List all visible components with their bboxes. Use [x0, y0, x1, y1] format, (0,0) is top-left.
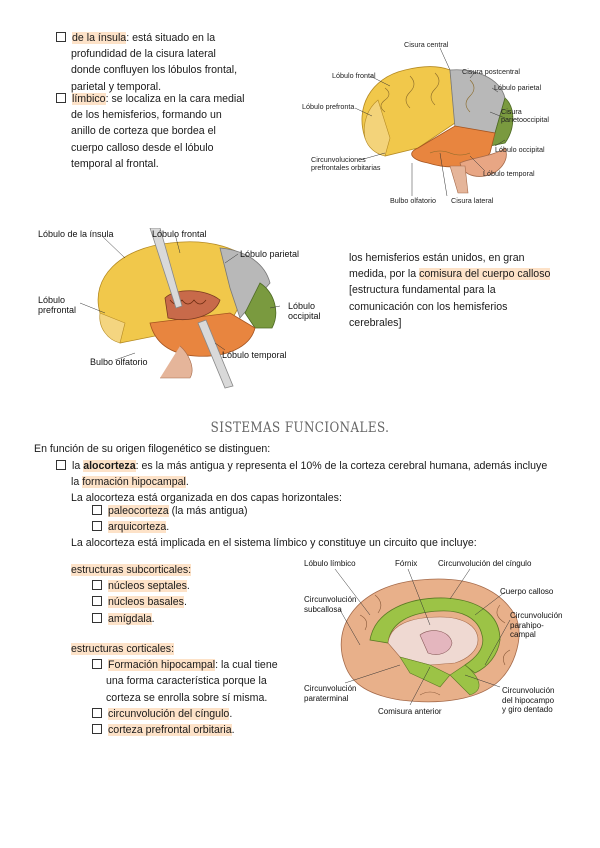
- text: la: [71, 476, 83, 489]
- comisura-term: comisura del cuerpo calloso: [419, 268, 551, 281]
- note-line: [estructura fundamental para la: [349, 284, 496, 297]
- intro-line: En función de su origen filogenético se distinguen:: [34, 443, 271, 455]
- insula-line: donde confluyen los lóbulos frontal,: [71, 64, 238, 77]
- limbico-item: [56, 91, 296, 172]
- checkbox[interactable]: [56, 93, 66, 103]
- text: .: [185, 476, 189, 489]
- note-line: medida, por la: [349, 268, 420, 281]
- alocorteza-item: [56, 458, 596, 507]
- label-circunvolucion-parahipocampal: Circunvolución parahipo- campal: [510, 611, 563, 639]
- limbico-line: temporal al frontal.: [71, 157, 159, 170]
- insula-line: parietal y temporal.: [71, 80, 162, 93]
- subcortical-item: amígdala: [108, 612, 152, 625]
- label-lobulo-insula: Lóbulo de la ínsula: [38, 229, 114, 239]
- limbico-line: : se localiza en la cara medial: [105, 93, 245, 105]
- insula-line: profundidad de la cisura lateral: [71, 48, 216, 61]
- label-lobulo-parietal-2: Lóbulo parietal: [240, 249, 300, 259]
- checkbox[interactable]: [92, 521, 102, 531]
- label-lobulo-temporal-2: Lóbulo temporal: [222, 350, 287, 360]
- label-comisura-anterior: Comisura anterior: [378, 707, 442, 716]
- text: .: [166, 521, 170, 534]
- section-title: SISTEMAS FUNCIONALES.: [210, 420, 390, 436]
- note-line: comunicación con los hemisferios: [349, 300, 508, 313]
- text: (la más antigua): [168, 505, 248, 517]
- label-circunvolucion-subcallosa: Circunvolución subcallosa: [304, 595, 357, 614]
- note-line: cerebrales]: [349, 316, 402, 329]
- corticales-block: estructuras corticales: Formación hipocampal: la cual tiene una forma característica porque la corteza se enrolla sobre sí misma. circunvolución del cíngulo. corteza prefrontal orbitaria.: [71, 643, 278, 737]
- paleocorteza-term: paleocorteza: [108, 505, 169, 517]
- formacion-hipocampal-term: formación hipocampal: [82, 476, 186, 489]
- subcorticales-block: estructuras subcorticales: núcleos septales. núcleos basales. amígdala.: [71, 564, 192, 625]
- checkbox[interactable]: [92, 708, 102, 718]
- checkbox[interactable]: [92, 659, 102, 669]
- subcortical-item: núcleos basales: [108, 596, 184, 609]
- checkbox[interactable]: [92, 724, 102, 734]
- label-bulbo-olfatorio-2: Bulbo olfatorio: [90, 357, 148, 367]
- insula-term: de la ínsula: [72, 32, 127, 44]
- label-cisura-central: Cisura central: [404, 40, 449, 49]
- label-bulbo-olfatorio: Bulbo olfatorio: [390, 196, 436, 205]
- subcorticales-title: estructuras subcorticales:: [71, 564, 192, 576]
- label-circunvolucion-cingulo: Circunvolución del cíngulo: [438, 559, 532, 568]
- hemispheres-note: [349, 250, 589, 331]
- text: : la cual tiene: [215, 659, 278, 672]
- label-lobulo-prefrontal: Lóbulo prefronta: [302, 102, 355, 111]
- limbico-line: cuerpo calloso desde el lóbulo: [71, 141, 214, 154]
- subcortical-item: núcleos septales: [108, 580, 187, 593]
- label-cuerpo-calloso: Cuerpo calloso: [500, 587, 554, 596]
- insula-line: : está situado en la: [126, 32, 216, 44]
- hipocampal-term: Formación hipocampal: [108, 659, 216, 672]
- label-cisura-parietooccipital: Cisura parietooccipital: [501, 107, 549, 124]
- label-lobulo-frontal: Lóbulo frontal: [332, 71, 376, 80]
- limbico-line: de los hemisferios, formando un: [71, 109, 222, 122]
- label-cisura-postcentral: Cisura postcentral: [462, 67, 520, 76]
- alocorteza-term: alocorteza: [83, 460, 136, 472]
- checkbox[interactable]: [92, 613, 102, 623]
- label-circunvoluciones-orbitarias: Circunvoluciones prefrontales orbitarias: [311, 155, 381, 172]
- label-lobulo-parietal: Lóbulo parietal: [494, 83, 542, 92]
- text: una forma característica porque la: [106, 675, 267, 688]
- label-lobulo-occipital-2: Lóbulo occipital: [288, 301, 321, 321]
- limbico-line: anillo de corteza que bordea el: [71, 125, 216, 138]
- text: corteza se enrolla sobre sí misma.: [106, 691, 268, 704]
- label-circunvolucion-paraterminal: Circunvolución paraterminal: [304, 684, 357, 703]
- label-lobulo-frontal-2: Lóbulo frontal: [152, 229, 207, 239]
- orbitaria-term: corteza prefrontal orbitaria: [108, 724, 232, 737]
- insula-item: [56, 30, 296, 95]
- label-lobulo-limbico: Lóbulo límbico: [304, 559, 356, 568]
- checkbox[interactable]: [92, 505, 102, 515]
- limbico-term: límbico: [72, 93, 106, 105]
- label-lobulo-temporal: Lóbulo temporal: [483, 169, 535, 178]
- checkbox[interactable]: [92, 580, 102, 590]
- label-lobulo-occipital: Lóbulo occipital: [495, 145, 545, 154]
- arquicorteza-term: arquicorteza: [108, 521, 167, 534]
- corticales-title: estructuras corticales:: [71, 643, 175, 655]
- label-circunvolucion-hipocampo: Circunvolución del hipocampo y giro dentado: [502, 686, 555, 714]
- checkbox[interactable]: [56, 460, 66, 470]
- label-lobulo-prefrontal-2: Lóbulo prefrontal: [38, 295, 77, 315]
- label-cisura-lateral: Cisura lateral: [451, 196, 494, 205]
- paleo-item: [92, 503, 248, 535]
- text: : es la más antigua y representa el 10% de la corteza cerebral humana, además incluye: [135, 460, 548, 472]
- label-fornix: Fórnix: [395, 559, 418, 568]
- checkbox[interactable]: [56, 32, 66, 42]
- limbico-line: La alocorteza está implicada en el sistema límbico y constituye un circuito que incluye:: [71, 537, 477, 549]
- text: la: [72, 460, 84, 472]
- cingulo-term: circunvolución del cíngulo: [108, 707, 230, 720]
- capas-line: La alocorteza está organizada en dos capas horizontales:: [71, 492, 342, 505]
- checkbox[interactable]: [92, 596, 102, 606]
- note-line: los hemisferios están unidos, en gran: [349, 252, 525, 264]
